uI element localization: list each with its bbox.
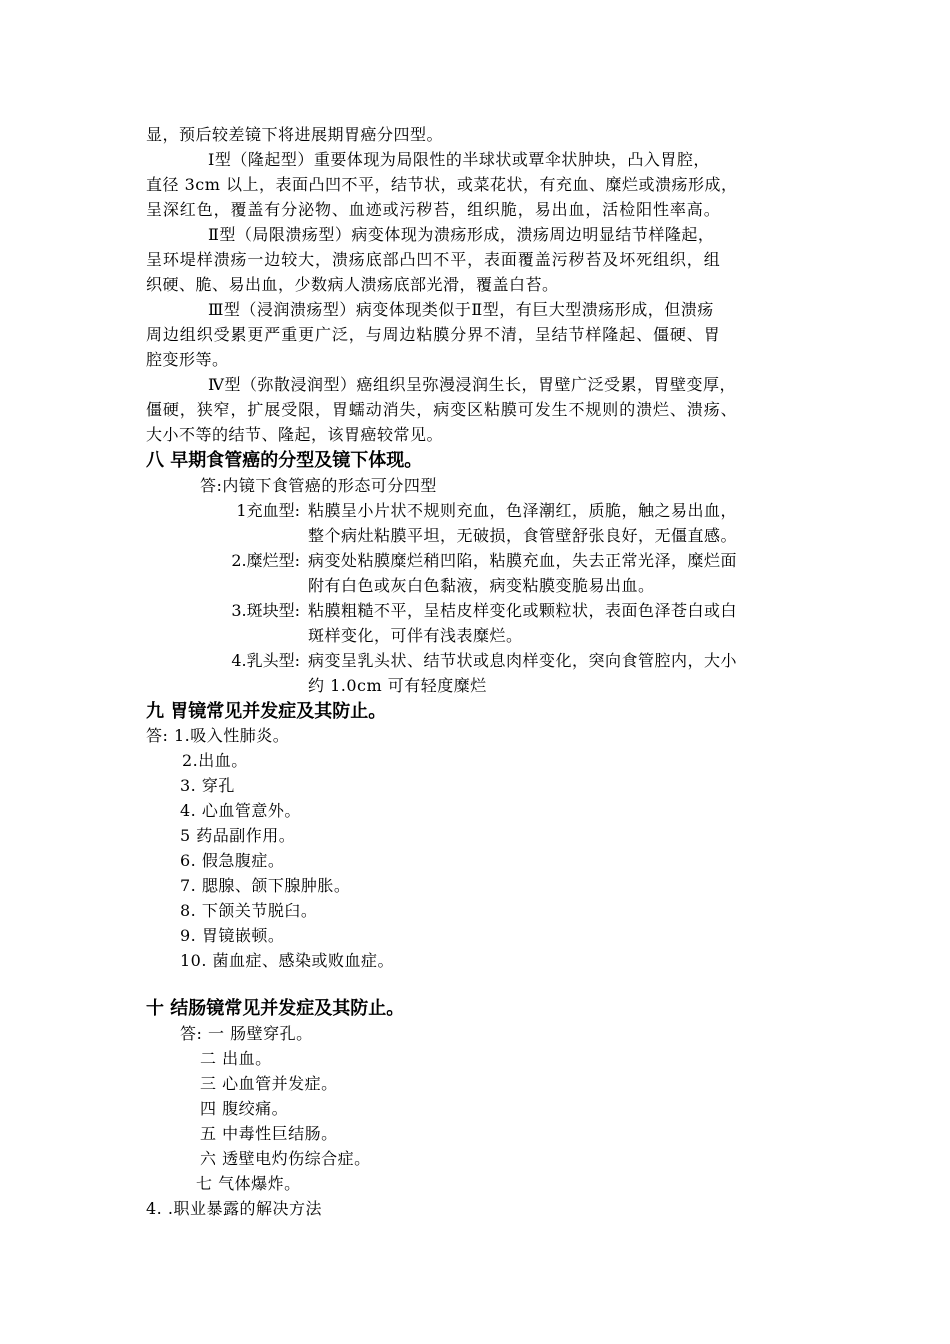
paragraph-line: Ⅰ型（隆起型）重要体现为局限性的半球状或覃伞状肿块，凸入胃腔， xyxy=(208,150,710,169)
type-desc-line: 斑样变化，可伴有浅表糜烂。 xyxy=(308,626,523,645)
paragraph-line: 直径 3cm 以上，表面凸凹不平，结节状，或菜花状，有充血、糜烂或溃疡形成， xyxy=(146,175,738,194)
list-item: 10. 菌血症、感染或败血症。 xyxy=(180,951,395,970)
paragraph-line: 大小不等的结节、隆起，该胃癌较常见。 xyxy=(146,425,444,444)
list-item: 五 中毒性巨结肠。 xyxy=(200,1124,338,1143)
list-item: 2.出血。 xyxy=(182,751,248,770)
paragraph-line: 显，预后较差镜下将进展期胃癌分四型。 xyxy=(146,125,444,144)
list-item: 5 药品副作用。 xyxy=(180,826,296,845)
answer-line xyxy=(200,474,437,498)
paragraph-line: 周边组织受累更严重更广泛，与周边粘膜分界不清，呈结节样隆起、僵硬、胃 xyxy=(146,325,721,344)
type-desc-line: 病变处粘膜糜烂稍凹陷，粘膜充血，失去正常光泽，糜烂面 xyxy=(308,551,738,570)
list-item-text: : 1.吸入性肺炎。 xyxy=(162,726,290,745)
list-item: 8. 下颌关节脱臼。 xyxy=(180,901,318,920)
list-item: 三 心血管并发症。 xyxy=(200,1074,338,1093)
section-heading: 九 胃镜常见并发症及其防止。 xyxy=(146,701,387,722)
section-heading: 十 结肠镜常见并发症及其防止。 xyxy=(146,998,405,1019)
list-item: 6. 假急腹症。 xyxy=(180,851,285,870)
type-label: 1充血型: xyxy=(236,501,300,520)
list-item: 七 气体爆炸。 xyxy=(196,1174,301,1193)
paragraph-line: 呈深红色，覆盖有分泌物、血迹或污秽苔，组织脆，易出血，活检阳性率高。 xyxy=(146,200,721,219)
list-item: 二 出血。 xyxy=(200,1049,272,1068)
type-desc-line: 约 1.0cm 可有轻度糜烂 xyxy=(308,676,487,695)
type-label: 2.糜烂型: xyxy=(231,551,300,570)
paragraph-line: 僵硬，狭窄，扩展受限，胃蠕动消失，病变区粘膜可发生不规则的溃烂、溃疡、 xyxy=(146,400,738,419)
type-desc-line: 附有白色或灰白色黏液，病变粘膜变脆易出血。 xyxy=(308,576,655,595)
paragraph-line: Ⅱ型（局限溃疡型）病变体现为溃疡形成，溃疡周边明显结节样隆起， xyxy=(208,225,715,244)
footer-item: 4. .职业暴露的解决方法 xyxy=(146,1199,322,1218)
paragraph-line: Ⅲ型（浸润溃疡型）病变体现类似于Ⅱ型，有巨大型溃疡形成，但溃疡 xyxy=(208,300,714,319)
paragraph-line: Ⅳ型（弥散浸润型）癌组织呈弥漫浸润生长，胃壁广泛受累，胃壁变厚， xyxy=(208,375,736,394)
type-label: 3.斑块型: xyxy=(231,601,300,620)
type-label: 4.乳头型: xyxy=(231,651,300,670)
list-item: 9. 胃镜嵌顿。 xyxy=(180,926,285,945)
section-heading: 八 早期食管癌的分型及镜下体现。 xyxy=(146,450,423,471)
type-desc-line: 粘膜粗糙不平，呈桔皮样变化或颗粒状，表面色泽苍白或白 xyxy=(308,601,738,620)
list-item: 7. 腮腺、颌下腺肿胀。 xyxy=(180,876,351,895)
paragraph-line: 腔变形等。 xyxy=(146,350,229,369)
list-item: 4. 心血管意外。 xyxy=(180,801,301,820)
answer-prefix: 答 xyxy=(146,726,163,745)
type-desc-line: 病变呈乳头状、结节状或息肉样变化，突向食管腔内，大小 xyxy=(308,651,738,670)
answer-text: :内镜下食管癌的形态可分四型 xyxy=(216,476,437,495)
answer-prefix: 答 xyxy=(200,476,217,495)
list-item: 六 透壁电灼伤综合症。 xyxy=(200,1149,371,1168)
list-item: 四 腹绞痛。 xyxy=(200,1099,289,1118)
type-desc-line: 整个病灶粘膜平坦，无破损，食管壁舒张良好，无僵直感。 xyxy=(308,526,738,545)
list-item xyxy=(146,724,289,748)
list-item: 3. 穿孔 xyxy=(180,776,235,795)
type-desc-line: 粘膜呈小片状不规则充血，色泽潮红，质脆，触之易出血， xyxy=(308,501,738,520)
paragraph-line: 呈环堤样溃疡一边较大，溃疡底部凸凹不平，表面覆盖污秽苔及坏死组织，组 xyxy=(146,250,721,269)
list-item: 答: 一 肠壁穿孔。 xyxy=(180,1024,313,1043)
paragraph-line: 织硬、脆、易出血，少数病人溃疡底部光滑，覆盖白苔。 xyxy=(146,275,559,294)
